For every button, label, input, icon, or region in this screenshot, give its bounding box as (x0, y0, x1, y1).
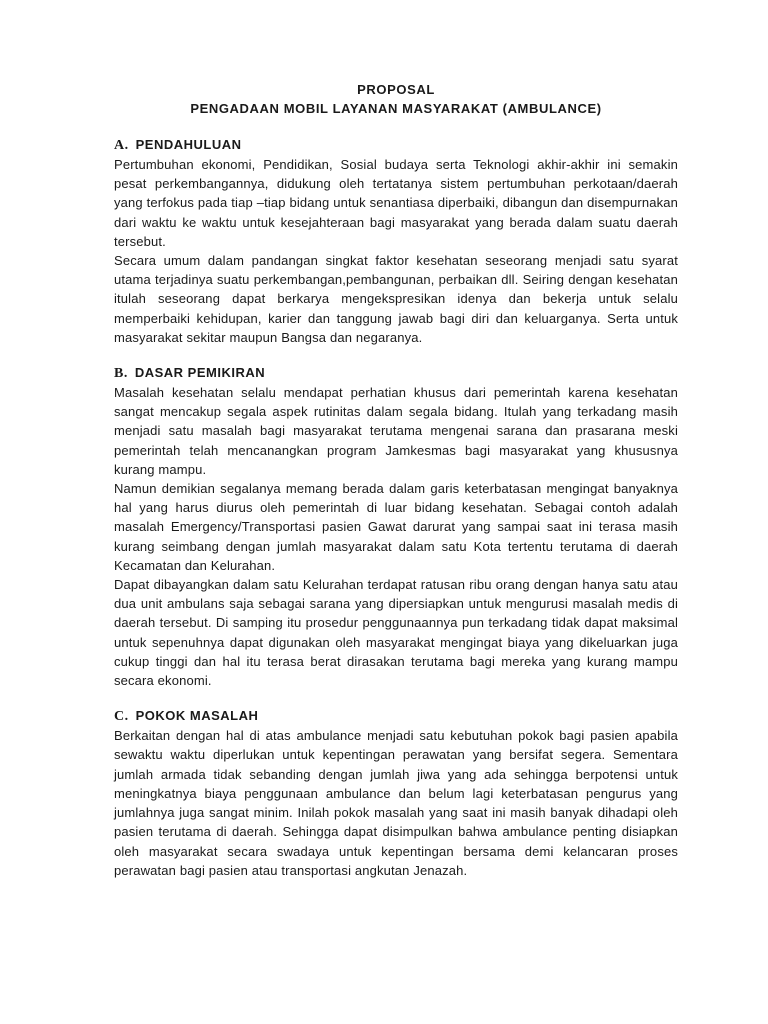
section-title: DASAR PEMIKIRAN (134, 365, 266, 381)
section-letter: B. (114, 366, 128, 382)
paragraph: Dapat dibayangkan dalam satu Kelurahan terdapat ratusan ribu orang dengan hanya satu atau dua unit ambulans saja sebagai sarana yang dipersiapkan untuk mengurusi masalah medis di daerah tersebut. Di samping itu prosedur penggunaannya pun terkadang tidak dapat maksimal untuk sepenuhnya dapat digunakan oleh masyarakat mengingat biaya yang dikeluarkan juga cukup tinggi dan hal itu terasa berat dirasakan terutama bagi mereka yang kurang mampu secara ekonomi. (114, 577, 678, 689)
section-title: PENDAHULUAN (135, 137, 242, 152)
document-title: PROPOSAL (357, 82, 435, 97)
paragraph: Masalah kesehatan selalu mendapat perhatian khusus dari pemerintah karena kesehatan sangat mencakup segala aspek rutinitas dalam segala bidang. Itulah yang terkadang masih menjadi satu masalah bagi masyarakat terutama mengenai sarana dan prasarana meski pemerintah telah mencanangkan program Jamkesmas bagi masyarakat yang khususnya kurang mampu. (114, 385, 678, 477)
document-subtitle: PENGADAAN MOBIL LAYANAN MASYARAKAT (AMBULANCE) (190, 101, 602, 116)
paragraph: Pertumbuhan ekonomi, Pendidikan, Sosial budaya serta Teknologi akhir-akhir ini semakin pesat perkembangannya, didukung oleh tertatanya sistem pertumbuhan perkotaan/daerah yang terfokus pada tiap –tiap bidang untuk senantiasa diperbaiki, dibangun dan disempurnakan dari waktu ke waktu untuk kesejahteraan bagi masyarakat yang berada dalam suatu daerah tersebut. (114, 157, 678, 249)
section-heading (114, 706, 678, 726)
paragraph: Berkaitan dengan hal di atas ambulance menjadi satu kebutuhan pokok bagi pasien apabila sewaktu waktu diperlukan untuk kepentingan perawatan yang bersifat segera. Sementara jumlah armada tidak sebanding dengan jumlah jiwa yang ada sehingga berpotensi untuk meningkatnya biaya penggunaan ambulance dan belum lagi keterbatasan pengurus yang jumlahnya juga sangat minim. Inilah pokok masalah yang saat ini masih banyak dihadapi oleh pasien terutama di daerah. Sehingga dapat disimpulkan bahwa ambulance penting disiapkan oleh masyarakat secara swadaya untuk kepentingan bersama demi kelancaran proses perawatan bagi pasien atau transportasi angkutan Jenazah. (114, 728, 678, 878)
section-pokok-masalah (114, 706, 678, 880)
section-dasar-pemikiran (114, 363, 678, 690)
document-page (114, 80, 678, 896)
paragraph: Secara umum dalam pandangan singkat faktor kesehatan seseorang menjadi satu syarat utama terjadinya suatu perkembangan,pembangunan, perbaikan dll. Seiring dengan kesehatan itulah seseorang dapat berkarya mengekspresikan idenya dan bekerja untuk selalu memperbaiki kehidupan, karier dan tanggung jawab bagi diri dan keluarganya. Serta untuk masyarakat sekitar maupun Bangsa dan negaranya. (114, 253, 678, 345)
paragraph: Namun demikian segalanya memang berada dalam garis keterbatasan mengingat banyaknya hal yang harus diurus oleh pemerintah di luar bidang kesehatan. Sebagai contoh adalah masalah Emergency/Transportasi pasien Gawat darurat yang sampai saat ini terasa masih kurang seimbang dengan jumlah masyarakat dalam satu Kota tertentu terutama di daerah Kecamatan dan Kelurahan. (114, 481, 678, 573)
section-title: POKOK MASALAH (135, 708, 259, 724)
section-heading (114, 363, 678, 383)
section-heading (114, 135, 678, 155)
section-letter: C. (114, 709, 129, 725)
section-pendahuluan (114, 135, 678, 347)
section-letter: A. (114, 138, 129, 153)
